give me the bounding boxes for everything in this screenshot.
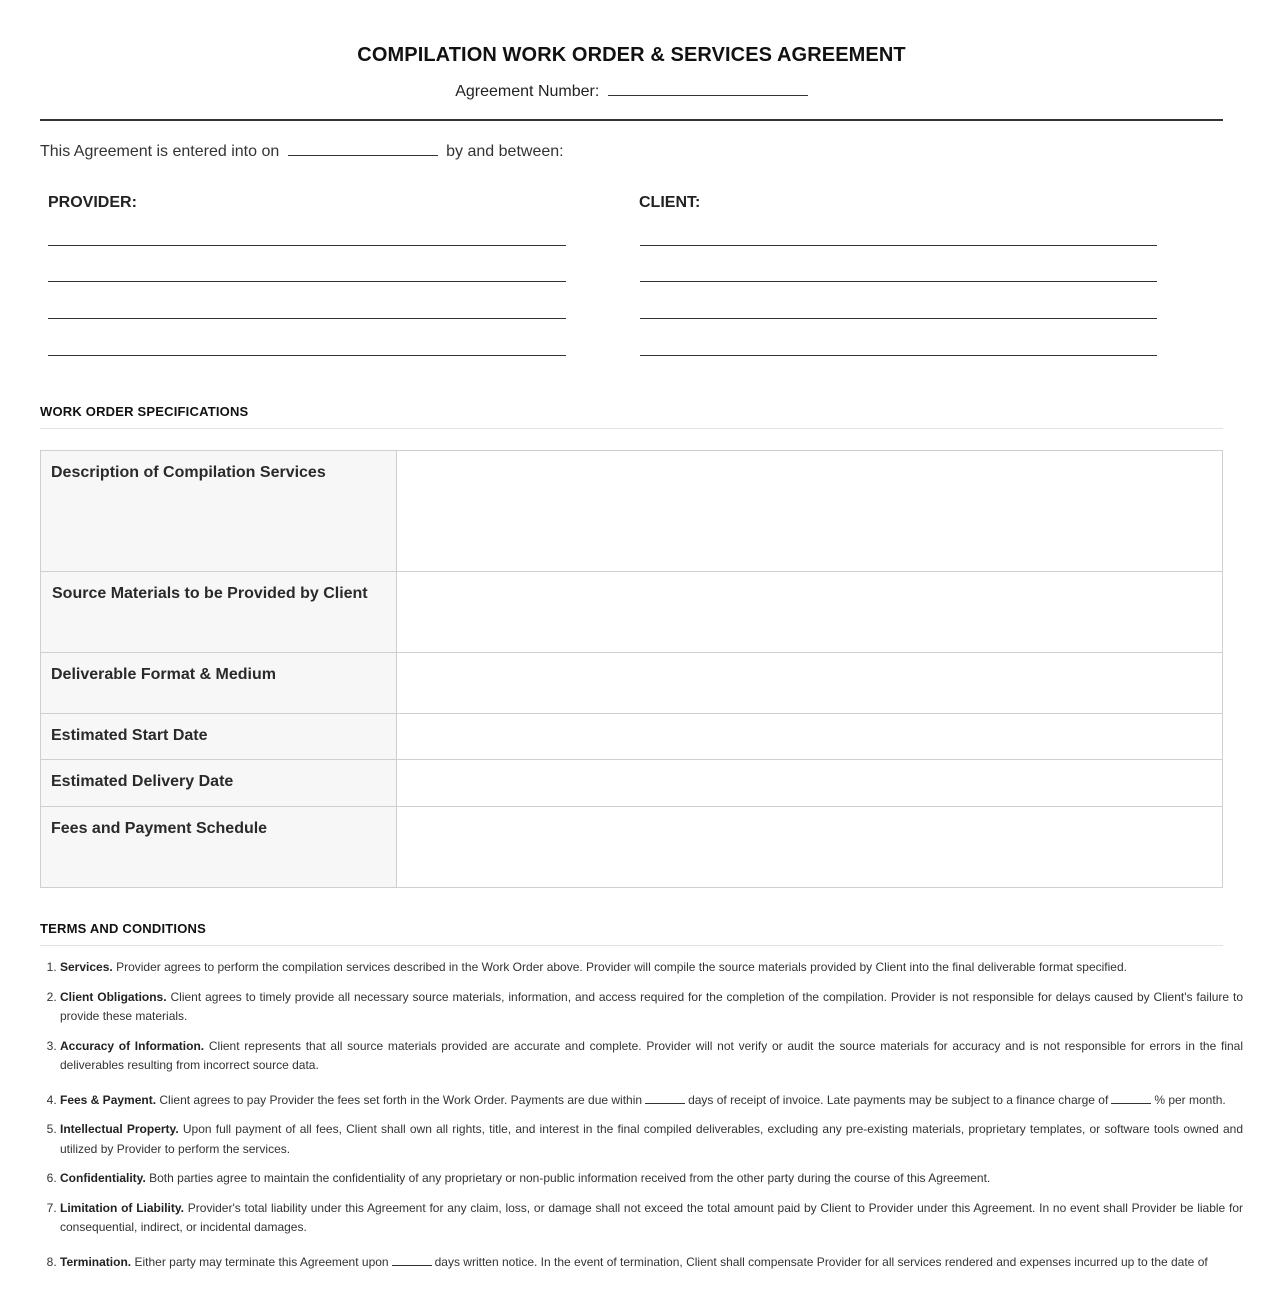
term-item (60, 1253, 1243, 1273)
client-line-1[interactable] (640, 245, 1157, 246)
term-text: Provider's total liability under this Agreement for any claim, loss, or damage shall not exceed the total amount paid by Client to Provider under this Agreement. In no event shall Provider be liable for consequential, indirect, or incidental damages. (60, 1200, 1243, 1234)
term-item (60, 1169, 1243, 1189)
provider-line-3[interactable] (48, 318, 566, 319)
terms-list (40, 958, 1243, 1282)
table-row (41, 572, 1223, 653)
table-row (41, 760, 1223, 807)
agreement-number-field[interactable] (608, 81, 808, 96)
term-text: Upon full payment of all fees, Client shall own all rights, title, and interest in the final compiled deliverables, excluding any pre-existing materials, proprietary templates, or software tools owned and utilized by Provider to perform the services. (60, 1122, 1243, 1156)
term-item (60, 1091, 1243, 1111)
client-label: CLIENT: (639, 194, 701, 211)
intro-sentence (40, 141, 564, 161)
start-date-field[interactable] (397, 714, 1223, 760)
term-text: days written notice. In the event of termination, Client shall compensate Provider for all services rendered and expenses incurred up to the date of (434, 1254, 1208, 1269)
agreement-date-field[interactable] (288, 141, 438, 156)
source-materials-field[interactable] (397, 572, 1223, 653)
table-row (41, 653, 1223, 714)
header-divider (40, 119, 1223, 121)
fees-schedule-field[interactable] (397, 807, 1223, 888)
row-label: Estimated Start Date (41, 714, 397, 760)
term-item (60, 958, 1243, 978)
table-row (41, 714, 1223, 760)
term-text: Provider agrees to perform the compilation services described in the Work Order above. Provider will compile the source materials provided by Client into the final deliverable format specified. (116, 960, 1127, 974)
document-title: COMPILATION WORK ORDER & SERVICES AGREEMENT (357, 44, 906, 66)
term-text: Client agrees to timely provide all necessary source materials, information, and access required for the completion of the compilation. Provider is not responsible for delays caused by Client's failure to provide these materials. (60, 989, 1243, 1023)
table-row (41, 807, 1223, 888)
term-heading: Limitation of Liability. (60, 1200, 184, 1215)
provider-label: PROVIDER: (48, 194, 137, 211)
term-heading: Services. (60, 960, 113, 974)
deliverable-format-field[interactable] (397, 653, 1223, 714)
term-heading: Intellectual Property. (60, 1122, 179, 1136)
row-label: Source Materials to be Provided by Client (41, 572, 397, 653)
term-heading: Termination. (60, 1254, 132, 1269)
work-order-section-title: WORK ORDER SPECIFICATIONS (40, 404, 1223, 429)
term-heading: Fees & Payment. (60, 1092, 157, 1107)
term-heading: Accuracy of Information. (60, 1038, 205, 1053)
provider-line-4[interactable] (48, 355, 566, 356)
intro-text-after: by and between: (446, 143, 564, 160)
intro-text-before: This Agreement is entered into on (40, 143, 280, 160)
term-heading: Client Obligations. (60, 989, 167, 1004)
term-item (60, 1037, 1243, 1076)
term-text: Either party may terminate this Agreement upon (134, 1254, 389, 1269)
row-label: Fees and Payment Schedule (41, 807, 397, 888)
work-order-table (40, 450, 1223, 888)
term-item (60, 1120, 1243, 1159)
row-label: Deliverable Format & Medium (41, 653, 397, 714)
term-text: Client represents that all source materials provided are accurate and complete. Provider will not verify or audit the source materials for accuracy and is not responsible for errors in the final deliverables resulting from incorrect source data. (60, 1038, 1244, 1072)
payment-days-field[interactable] (645, 1093, 685, 1104)
term-heading: Confidentiality. (60, 1171, 146, 1185)
term-text: Both parties agree to maintain the confidentiality of any proprietary or non-public information received from the other party during the course of this Agreement. (149, 1171, 991, 1185)
finance-charge-field[interactable] (1111, 1093, 1151, 1104)
agreement-number (40, 81, 1223, 101)
term-item (60, 988, 1243, 1027)
agreement-number-label: Agreement Number: (455, 83, 600, 100)
provider-line-2[interactable] (48, 281, 566, 282)
row-label: Estimated Delivery Date (41, 760, 397, 807)
term-item (60, 1199, 1243, 1238)
term-text: days of receipt of invoice. Late payments may be subject to a finance charge of (688, 1092, 1109, 1107)
row-label: Description of Compilation Services (41, 451, 397, 572)
termination-days-field[interactable] (392, 1255, 432, 1266)
term-text: % per month. (1154, 1092, 1226, 1107)
term-text: Client agrees to pay Provider the fees set forth in the Work Order. Payments are due within (159, 1092, 643, 1107)
client-line-3[interactable] (640, 318, 1157, 319)
delivery-date-field[interactable] (397, 760, 1223, 807)
provider-line-1[interactable] (48, 245, 566, 246)
terms-section-title: TERMS AND CONDITIONS (40, 921, 1223, 946)
table-row (41, 451, 1223, 572)
client-line-2[interactable] (640, 281, 1157, 282)
client-line-4[interactable] (640, 355, 1157, 356)
description-field[interactable] (397, 451, 1223, 572)
